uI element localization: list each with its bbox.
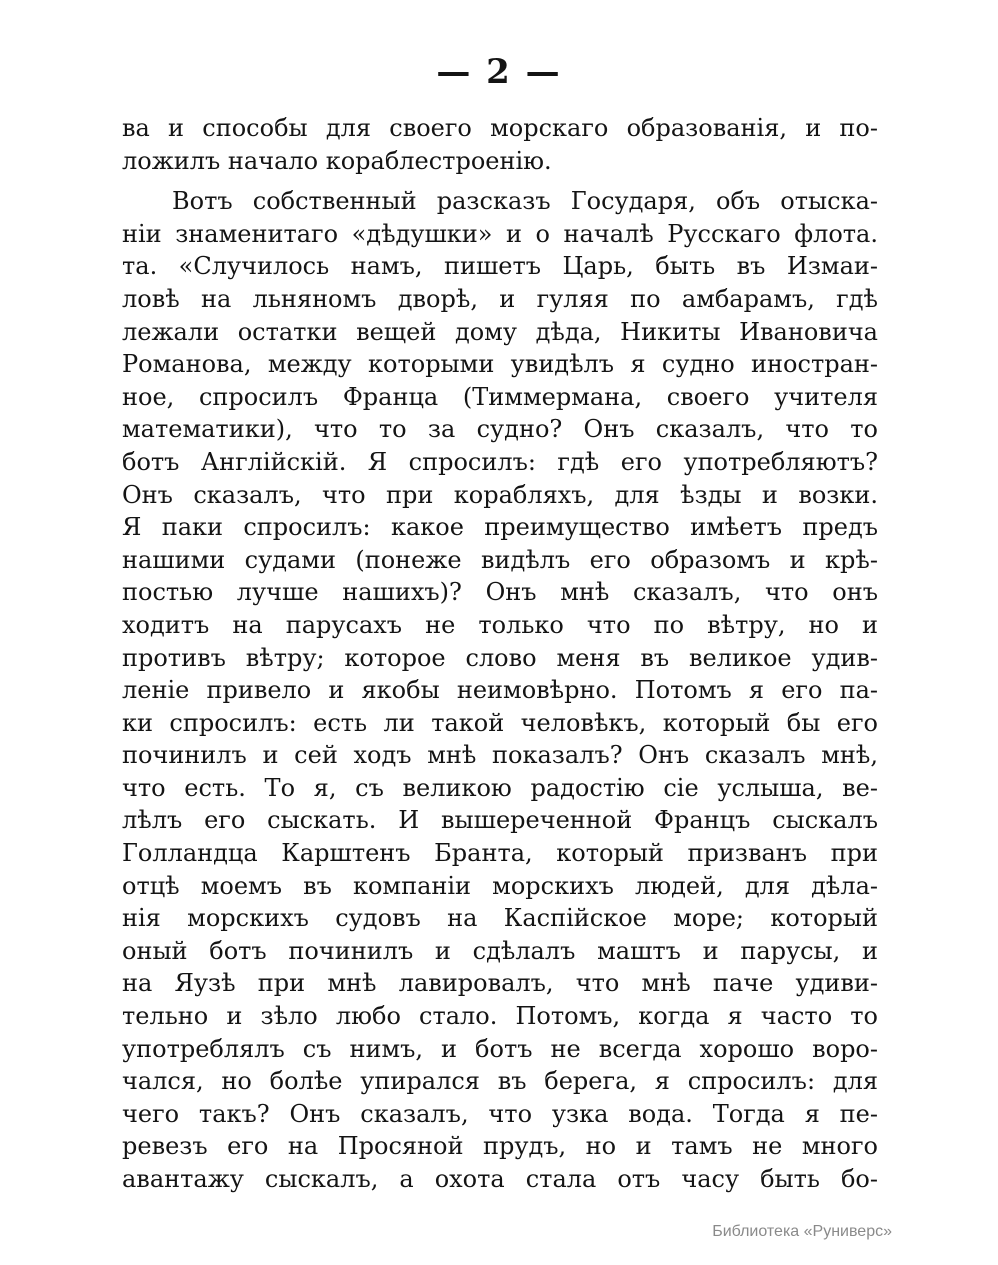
library-credit: Библиотека «Руниверс» <box>712 1223 892 1240</box>
text-line: тельно и зѣло любо стало. Потомъ, когда я часто то <box>122 1002 878 1031</box>
text-line: лежали остатки вещей дому дѣда, Никиты Ивановича <box>122 317 878 346</box>
text-line: ложилъ начало кораблестроенію. <box>122 146 552 175</box>
text-line: Я паки спросилъ: какое преимущество имѣетъ предъ <box>122 513 878 542</box>
text-line: чего такъ? Онъ сказалъ, что узка вода. Тогда я пе- <box>122 1099 878 1128</box>
text-line: ки спросилъ: есть ли такой человѣкъ, который бы его <box>122 708 878 737</box>
text-line: постью лучше нашихъ)? Онъ мнѣ сказалъ, что онъ <box>122 578 878 607</box>
text-line: употреблялъ съ нимъ, и ботъ не всегда хорошо воро- <box>122 1034 878 1063</box>
text-line: лѣлъ его сыскать. И вышереченной Францъ сыскалъ <box>122 806 878 835</box>
text-line: ва и способы для своего морскаго образованія, и по- <box>122 114 878 142</box>
text-line: математики), что то за судно? Онъ сказалъ, что то <box>122 415 878 444</box>
text-line: ловѣ на льняномъ дворѣ, и гуляя по амбарамъ, гдѣ <box>122 284 878 313</box>
text-line: ботъ Англійскій. Я спросилъ: гдѣ его употребляютъ? <box>122 447 878 476</box>
text-line: чался, но болѣе упирался въ берега, я спросилъ: для <box>122 1067 878 1096</box>
text-line: нія морскихъ судовъ на Каспійское море; который <box>122 904 878 933</box>
text-line: ное, спросилъ Франца (Тиммермана, своего учителя <box>122 382 878 411</box>
text-line: ніи знаменитаго «дѣдушки» и о началѣ Русскаго флота. <box>122 219 878 248</box>
text-line: Онъ сказалъ, что при корабляхъ, для ѣзды и возки. <box>122 480 878 509</box>
text-line: противъ вѣтру; которое слово меня въ великое удив- <box>122 643 878 672</box>
text-line: на Яузѣ при мнѣ лавировалъ, что мнѣ паче удиви- <box>122 969 878 998</box>
text-line: ревезъ его на Просяной прудъ, но и тамъ не много <box>122 1132 878 1161</box>
text-line: отцѣ моемъ въ компаніи морскихъ людей, для дѣла- <box>122 871 878 900</box>
page-number: — 2 — <box>436 52 562 92</box>
text-line: что есть. То я, съ великою радостію сіе услыша, ве- <box>122 773 878 802</box>
text-line: леніе привело и якобы неимовѣрно. Потомъ я его па- <box>122 676 878 705</box>
text-line: авантажу сыскалъ, а охота стала отъ часу быть бо- <box>122 1165 878 1193</box>
text-line: Романова, между которыми увидѣлъ я судно иностран- <box>122 350 878 379</box>
text-line: Вотъ собственный разсказъ Государя, объ отыска- <box>172 187 878 216</box>
text-line: та. «Случилось намъ, пишетъ Царь, быть въ Измаи- <box>122 252 878 281</box>
body-text <box>122 112 878 1228</box>
text-line: нашими судами (понеже видѣлъ его образомъ и крѣ- <box>122 545 878 574</box>
text-line: починилъ и сей ходъ мнѣ показалъ? Онъ сказалъ мнѣ, <box>122 741 878 770</box>
text-line: Голландца Карштенъ Бранта, который призванъ при <box>122 839 878 868</box>
text-line: ходитъ на парусахъ не только что по вѣтру, но и <box>122 610 878 639</box>
text-line: оный ботъ починилъ и сдѣлалъ маштъ и парусы, и <box>122 936 878 965</box>
